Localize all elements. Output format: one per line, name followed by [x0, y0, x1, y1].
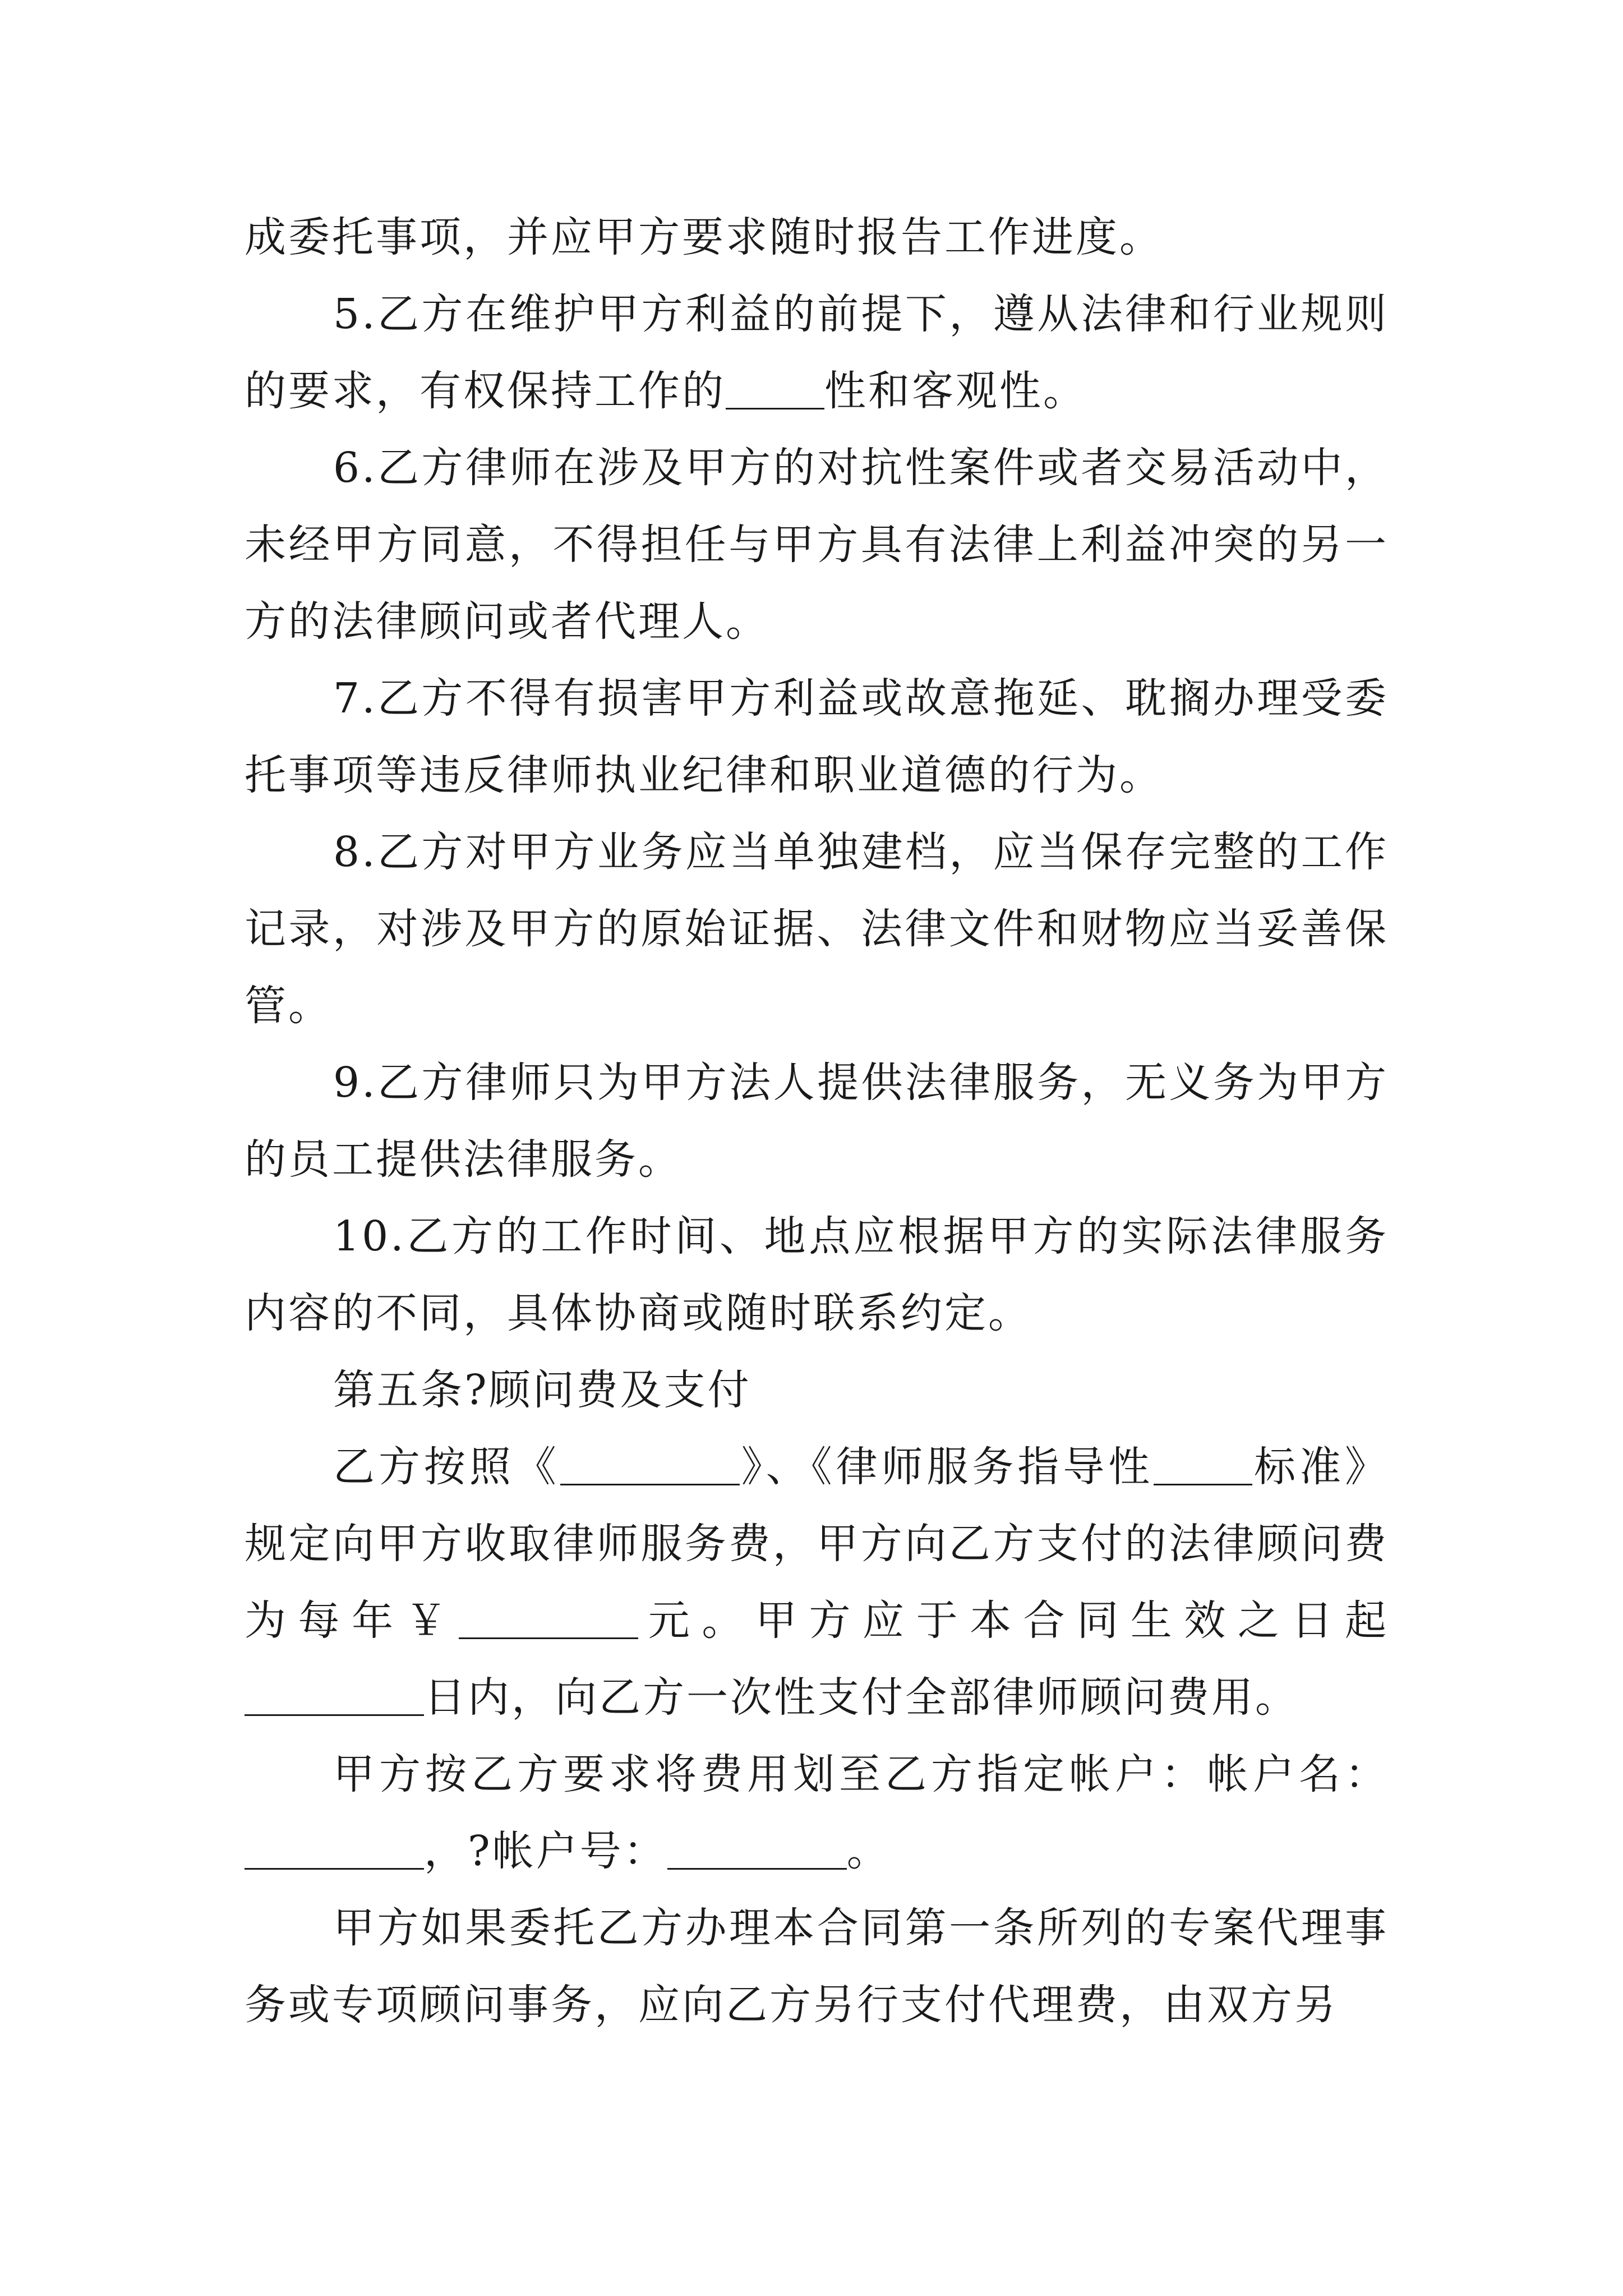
account-text-b: ，?帐户号：	[424, 1827, 667, 1875]
account-paragraph	[245, 1736, 1389, 1890]
fee-text-a: 乙方按照《	[333, 1443, 560, 1491]
paragraph-continuation: 成委托事项，并应甲方要求随时报告工作进度。	[245, 213, 1163, 261]
clause-9: 9.乙方律师只为甲方法人提供法律服务，无义务为甲方的员工提供法律服务。	[245, 1059, 1389, 1184]
document-body	[245, 199, 1389, 2044]
clause-5	[245, 276, 1389, 430]
fee-text-e: 日内，向乙方一次性支付全部律师顾问费用。	[424, 1673, 1299, 1722]
clause-5-text-a: 5.乙方在维护甲方利益的前提下，遵从法律和行业规则的要求，有权保持工作的	[245, 290, 1389, 415]
fill-in-blank	[245, 1829, 424, 1870]
clause-6: 6.乙方律师在涉及甲方的对抗性案件或者交易活动中，未经甲方同意，不得担任与甲方具有法律上利益冲突的另一方的法律顾问或者代理人。	[245, 444, 1389, 646]
account-text-a: 甲方按乙方要求将费用划至乙方指定帐户：帐户名：	[333, 1750, 1389, 1798]
fill-in-blank	[245, 1675, 424, 1716]
fill-in-blank	[459, 1598, 638, 1639]
fill-in-blank	[667, 1829, 847, 1870]
fee-paragraph	[245, 1429, 1389, 1736]
fill-in-blank	[560, 1444, 740, 1485]
clause-7: 7.乙方不得有损害甲方利益或故意拖延、耽搁办理受委托事项等违反律师执业纪律和职业道德的行为。	[245, 674, 1389, 799]
clause-5-text-b: 性和客观性。	[824, 367, 1087, 415]
clause-8: 8.乙方对甲方业务应当单独建档，应当保存完整的工作记录，对涉及甲方的原始证据、法律文件和财物应当妥善保管。	[245, 828, 1389, 1030]
agency-fee-paragraph: 甲方如果委托乙方办理本合同第一条所列的专案代理事务或专项顾问事务，应向乙方另行支付代理费，由双方另	[245, 1904, 1389, 2029]
article-5-heading: 第五条?顾问费及支付	[333, 1366, 751, 1414]
fee-text-b: 》、《律师服务指导性	[739, 1443, 1154, 1491]
fee-text-c: 标准》规定向甲方收取律师服务费，甲方向乙方支付的法律顾问费为每年￥	[245, 1443, 1389, 1645]
fill-in-blank	[726, 369, 824, 409]
fee-text-d: 元。甲方应于本合同生效之日起	[638, 1596, 1389, 1645]
account-text-c: 。	[846, 1827, 891, 1875]
clause-10: 10.乙方的工作时间、地点应根据甲方的实际法律服务内容的不同，具体协商或随时联系约定。	[245, 1212, 1389, 1337]
fill-in-blank	[1154, 1444, 1252, 1485]
